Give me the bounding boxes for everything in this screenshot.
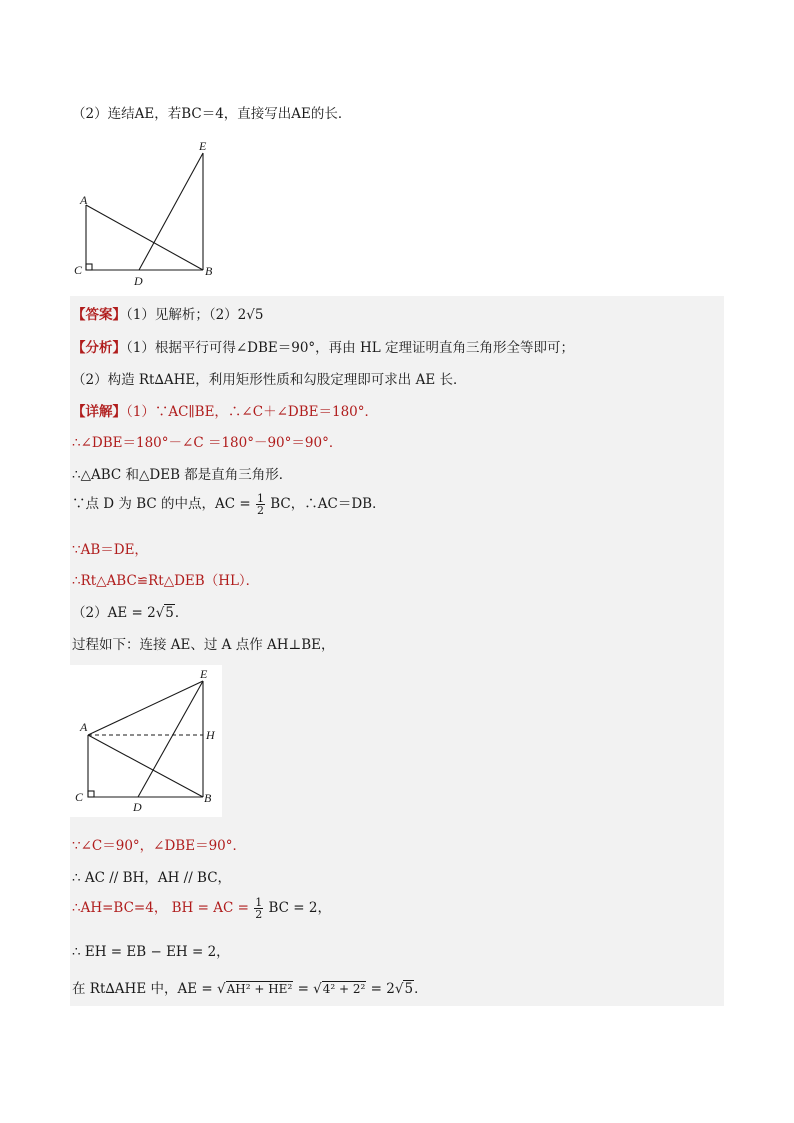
label-h-2: H [206,728,215,742]
label-c-2: C [75,790,84,804]
label-e: E [199,139,207,153]
answer-line [72,303,263,323]
label-c: C [74,263,83,277]
label-d: D [134,274,143,288]
question-text: （2）连结AE，若BC＝4，直接写出AE的长． [72,106,352,122]
label-a: A [80,193,88,207]
segment-ae-2 [88,681,203,735]
detail-line-9: ∵∠C＝90°，∠DBE＝90°． [72,838,246,854]
detail-line-3: ∴△ABC 和△DEB 都是直角三角形． [72,467,293,483]
detail-line-7: （2）AE = 2√5． [72,605,189,621]
label-b: B [205,264,213,278]
label-a-2: A [80,720,88,734]
detail-line-8: 过程如下：连接 AE、过 A 点作 AH⊥BE， [72,637,335,653]
detail-line-4 [72,492,386,516]
figure-2-frame [70,665,222,817]
detail-line-6: ∴Rt△ABC≌Rt△DEB（HL）． [72,573,260,589]
answer-text: （1）见解析；（2）2√5 [126,307,264,323]
detail-line-1 [72,400,378,420]
detail-line-12: ∴ EH = EB − EH = 2， [72,944,230,960]
answer-tag: 【答案】 [72,307,126,323]
detail-line-5: ∵AB＝DE， [72,542,148,558]
label-e-2: E [200,667,208,681]
detail-text-1: （1）∵AC∥BE，∴∠C＋∠DBE＝180°． [126,404,378,420]
label-b-2: B [204,791,212,805]
right-angle-mark [86,264,92,270]
segment-ab-2 [88,735,203,797]
analysis-line-2: （2）构造 Rt∆AHE，利用矩形性质和勾股定理即可求出 AE 长． [72,372,467,388]
detail-line-11: ∴AH=BC=4， BH = AC = $\frac{1}{2}$ BC = 2， [72,896,331,921]
label-d-2: D [133,800,142,814]
detail-line-4-b: BC，∴AC＝DB． [270,496,386,512]
fraction-half-2: $\frac{1}{2}$ [255,896,263,921]
right-angle-mark-2 [88,791,94,797]
analysis-tag: 【分析】 [72,340,126,356]
detail-tag: 【详解】 [72,404,126,420]
detail-line-4-a: ∵点 D 为 BC 的中点，AC = [72,496,251,512]
analysis-line-1 [72,336,574,356]
figure-1 [68,135,228,293]
detail-line-10: ∴ AC // BH，AH // BC， [72,870,232,886]
detail-line-2: ∴∠DBE＝180°－∠C ＝180°－90°＝90°． [72,435,343,451]
detail-line-13: 在 Rt∆AHE 中，AE = √AH² + HE² = √4² + 2² = 2√5． [72,981,428,997]
analysis-text-1: （1）根据平行可得∠DBE＝90°，再由 HL 定理证明直角三角形全等即可； [126,340,574,356]
figure-2 [70,665,222,817]
fraction-half-1: $\frac{1}{2}$ [256,492,264,517]
